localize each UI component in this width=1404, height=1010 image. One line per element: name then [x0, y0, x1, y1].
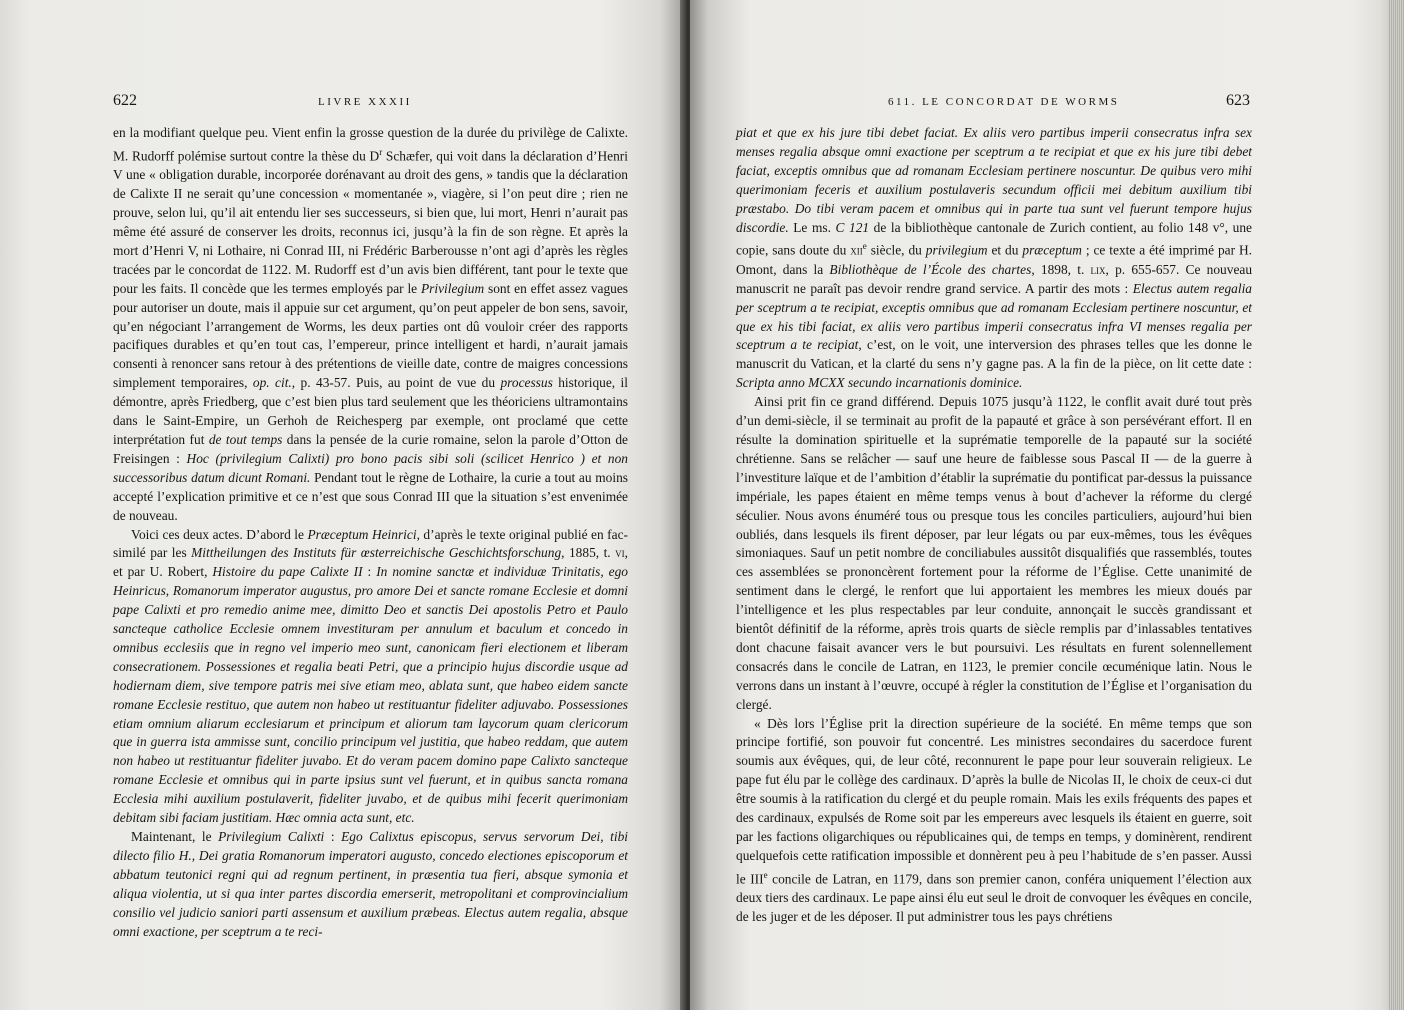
- left-page: [0, 0, 686, 1010]
- italic-run: Histoire du pape Calixte II: [212, 564, 363, 580]
- text-run: , d’après le texte original publié en fac-similé par les: [113, 526, 628, 561]
- text-run: Ainsi prit fin ce grand différend. Depuis 1075 jusqu’à 1122, le conflit avait duré tout près d’un demi-siècle, il se terminait au profit de la papauté et grâce à son persévérant effort. Il en résulte la domination spirituelle et la suprématie temporelle de la papauté sur la société chrétienne. Sans se relâcher — sauf une heure de faiblesse sous Pascal II — de la guerre à l’investiture laïque et de l’ambition d’établir la suprématie du pontificat par-dessus la puissance impériale, les papes étaient en même temps venus à bout d’achever la réforme du clergé séculier. Nous avons énuméré tous ou presque tous les conciles particuliers, aujourd’hui bien oubliés, dans lesquels ils firent déposer, par leur légats ou par eux-mêmes, tous les évêques simoniaques. Sauf un petit nombre de conciliabules aussitôt disqualifiés que rassemblés, toutes ces assemblées se prononcèrent fortement pour la réforme de l’Église. Cette unanimité de sentiment dans le clergé, le renfort que lui apportaient les membres les mieux doués par l’intelligence et les plus respectables par leur conduite, annonçait le succès grandissant et bientôt définitif de la réforme, après trois quarts de siècle remplis par d’inlassables tentatives dont chacune faisait avancer vers le but poursuivi. Les résultats en furent solennellement consacrés dans le concile de Latran, en 1123, le premier concile œcuménique latin. Nous le verrons dans un instant à l’œuvre, occupé à régler la constitution de l’Église et l’organisation du clergé.: [736, 394, 1252, 712]
- paragraph: [113, 828, 628, 941]
- left-page-header: [113, 92, 631, 116]
- italic-run: præceptum: [1022, 242, 1082, 258]
- text-run: Maintenant, le: [131, 829, 219, 844]
- paragraph: [736, 124, 1252, 393]
- smallcaps-run: xii: [850, 242, 863, 258]
- text-run: en la modifiant quelque peu. Vient enfin la grosse question de la durée du privilège de Calixte. M. Rudorff polémise surtout contre la thèse du D: [113, 125, 628, 164]
- italic-run: Bibliothèque de l’École des chartes: [829, 261, 1032, 277]
- right-page: [690, 0, 1404, 1010]
- italic-run: Privilegium: [420, 280, 485, 296]
- italic-run: Præceptum Heinrici: [307, 526, 417, 542]
- italic-run: privilegium: [925, 242, 988, 258]
- italic-run: In nomine sanctæ et individuæ Trinitatis, ego Heinricus, Romanorum imperator augustus, pro amore Dei et sancte romane Ecclesie et domni pape Calixti et pro remedio anime mee, dimitto Deo et sanctis Dei apostolis Petro et Paulo sancteque catholice Ecclesie omnem investituram per annulum et baculum et concedo in omnibus ecclesiis que in regno vel imperio meo sunt, canonicam fieri electionem et liberam consecrationem. Possessiones et regalia beati Petri, que a principio hujus discordie usque ad hodiernam diem, sive tempore patris mei sive etiam meo, ablata sunt, que habeo eidem sancte romane Ecclesie restituo, que autem non habeo ut restituantur fideliter adjuvabo. Possessiones etiam omnium aliarum ecclesiarum et principum et aliorum tam laycorum quam clericorum que in guerra ista ammisse sunt, concilio principum vel justitia, que habeo reddam, que autem non habeo ut restituantur fideliter juvabo. Et do veram pacem domino pape Calixto sancteque romane Ecclesie et omnibus qui in parte ipsius sunt vel fuerunt, et in quibus sancta romana Ecclesia mihi auxilium postulaverit, fideliter juvabo, et de quibus mihi fecerit querimoniam debitam sibi faciam justitiam. Hæc omnia acta sunt, etc.: [113, 564, 628, 826]
- text-run: concile de Latran, en 1179, dans son premier canon, conféra uniquement l’élection aux deux tiers des cardinaux. Le pape ainsi élu eut seul le droit de convoquer les évêques en concile, de les juger et de les déposer. Il put administrer tous les pays chrétiens: [736, 871, 1252, 925]
- italic-run: Privilegium Calixti: [218, 829, 325, 844]
- italic-run: Scripta anno MCXX secundo incarnationis dominice.: [736, 375, 1023, 391]
- text-run: « Dès lors l’Église prit la direction supérieure de la société. En même temps que son principe fortifié, son pouvoir fut concentré. Les ministres secondaires du sacerdoce furent soumis aux évêques, qui, de leur côté, reconnurent le pape pour leur souverain religieux. Le pape fut élu par le collège des cardinaux. D’après la bulle de Nicolas II, le choix de ceux-ci dut être soumis à la ratification du clergé et du peuple romain. Mais les exils fréquents des papes et des cardinaux, expulsés de Rome soit par les empereurs avec lesquels ils étaient en guerre, soit par les factions oligarchiques ou républicaines qui, de temps en temps, y dominèrent, rendirent quelquefois cette ratification impossible et donnèrent peu à peu l’habitude de s’en passer. Aussi le III: [736, 715, 1252, 887]
- text-run: , 1898, t.: [1031, 261, 1091, 277]
- text-run: de la bibliothèque cantonale de Zurich contient, au folio 148 v°, une copie, sans doute du: [736, 219, 1253, 258]
- smallcaps-run: vi: [615, 545, 625, 561]
- right-page-header: [736, 92, 1250, 116]
- text-run: Pendant tout le règne de Lothaire, la curie a tout au moins accepté l’explication primitive et ce n’est que sous Conrad III que la situation s’est envenimée de nouveau.: [113, 469, 628, 523]
- paragraph: [113, 124, 628, 526]
- text-run: , p. 43-57. Puis, au point de vue du: [291, 375, 501, 391]
- page-number: 623: [1226, 92, 1250, 109]
- running-head: LIVRE XXXII: [318, 96, 412, 108]
- text-run: Le ms.: [788, 219, 836, 235]
- superscript-run: r: [379, 146, 383, 157]
- superscript-run: e: [763, 869, 768, 880]
- text-run: , p. 655-657. Ce nouveau manuscrit ne paraît pas devoir rendre grand service. A partir des mots :: [736, 261, 1253, 296]
- italic-run: Ego Calixtus episcopus, servus servorum Dei, tibi dilecto filio H., Dei gratia Romanorum imperatori augusto, concedo electiones episcoporum et abbatum teutonici regni qui ad regnum pertinent, in præsentia tua fieri, absque symonia et aliqua violentia, ut si qua inter partes discordia emerserit, metropolitani et comprovincialium consilio vel judicio saniori parti assensum et auxilium præbeas. Electus autem regalia, absque omni exactione, per sceptrum a te reci-: [113, 829, 628, 939]
- text-run: Voici ces deux actes. D’abord le: [131, 526, 308, 542]
- superscript-run: e: [862, 241, 867, 252]
- text-run: , c’est, on le voit, une interversion des phrases telles que les donne le manuscrit du Vatican, et la clarté du sens n’y gagne pas. A la fin de la pièce, on lit cette date :: [736, 337, 1252, 372]
- text-run: :: [362, 564, 377, 580]
- italic-run: processus: [500, 375, 553, 391]
- text-run: siècle, du: [866, 242, 926, 258]
- page-number: 622: [113, 92, 137, 109]
- running-head: 611. LE CONCORDAT DE WORMS: [888, 96, 1120, 108]
- right-page-body: [736, 124, 1252, 927]
- text-run: sont en effet assez vagues pour autoriser un doute, mais il appuie sur cet argument, qu’on peut appeler de bon sens, savoir, qu’en négociant l’arrangement de Worms, les deux parties ont dû vouloir créer des rapports pacifiques durables et qu’en tout cas, l’empereur, prince intelligent et hardi, n’aurait jamais consenti à renoncer sans retour à des prétentions de vieille date, contre de maigres concessions simplement temporaires,: [113, 280, 629, 391]
- paragraph: [113, 526, 628, 829]
- italic-run: C 121: [835, 219, 870, 235]
- paragraph: [736, 393, 1252, 714]
- page-edges: [1388, 0, 1404, 1010]
- text-run: Schæfer, qui voit dans la déclaration d’Henri V une « obligation durable, incorporée dorénavant au droit des gens, » tandis que la déclaration de Calixte II ne serait qu’une concession « momentanée », viagère, si l’on peut dire ; rien ne prouve, selon lui, qu’il ait entendu lier ses successeurs, si bien que, lui mort, Henri n’aurait pas même été assuré de conserver les droits, reconnus ici, jusqu’à la fin de son règne. Et après la mort d’Henri V, ni Lothaire, ni Conrad III, ni Frédéric Barberousse n’ont agi d’après les règles tracées par le concordat de 1122. M. Rudorff est d’un avis bien différent, tant pour le texte que pour les faits. Il concède que les termes employés par le: [113, 148, 628, 296]
- italic-run: Hoc (privilegium Calixti) pro bono pacis sibi soli (scilicet Henrico ) et non successoribus datum dicunt Romani.: [113, 450, 628, 485]
- italic-run: piat et que ex his jure tibi debet faciat. Ex aliis vero partibus imperii consecratus infra sex menses regalia absque omni exactione per sceptrum a te recipiat et que ex his jure tibi debet faciat, exceptis omnibus que ad romanam Ecclesiam pertinere noscuntur. De quibus vero mihi querimoniam feceris et auxilium postulaveris secundum officii mei debitum auxilium tibi præstabo. Do tibi veram pacem et omnibus qui in parte tua sunt vel fuerunt tempore hujus discordie.: [736, 125, 1252, 235]
- paragraph: [736, 715, 1252, 927]
- text-run: , 1885, t.: [561, 545, 616, 561]
- text-run: ; ce texte a été imprimé par H. Omont, dans la: [736, 242, 1252, 277]
- text-run: :: [324, 829, 342, 844]
- text-run: , et par U. Robert,: [113, 545, 628, 580]
- italic-run: op. cit.: [252, 375, 292, 391]
- italic-run: de tout temps: [208, 431, 283, 447]
- left-page-body: [113, 124, 628, 941]
- text-run: historique, il démontre, après Friedberg, que c’est bien plus tard seulement que les théoriciens ultramontains dans le Saint-Empire, un Gerhoh de Reichesperg par exemple, ont proclamé que cette interprétation fut: [113, 375, 628, 447]
- italic-run: Electus autem regalia per sceptrum a te recipiat, exceptis omnibus que ad romanam Ecclesiam pertinere noscuntur, et que ex his tibi faciat, ex aliis vero partibus imperii consecratus infra VI menses regalia per sceptrum a te recipiat: [736, 280, 1252, 353]
- text-run: et du: [987, 242, 1023, 258]
- smallcaps-run: lix: [1090, 261, 1106, 277]
- text-run: dans la pensée de la curie romaine, selon la parole d’Otton de Freisingen :: [113, 431, 629, 466]
- italic-run: Mittheilungen des Instituts für œsterreichische Geschichtsforschung: [191, 545, 562, 561]
